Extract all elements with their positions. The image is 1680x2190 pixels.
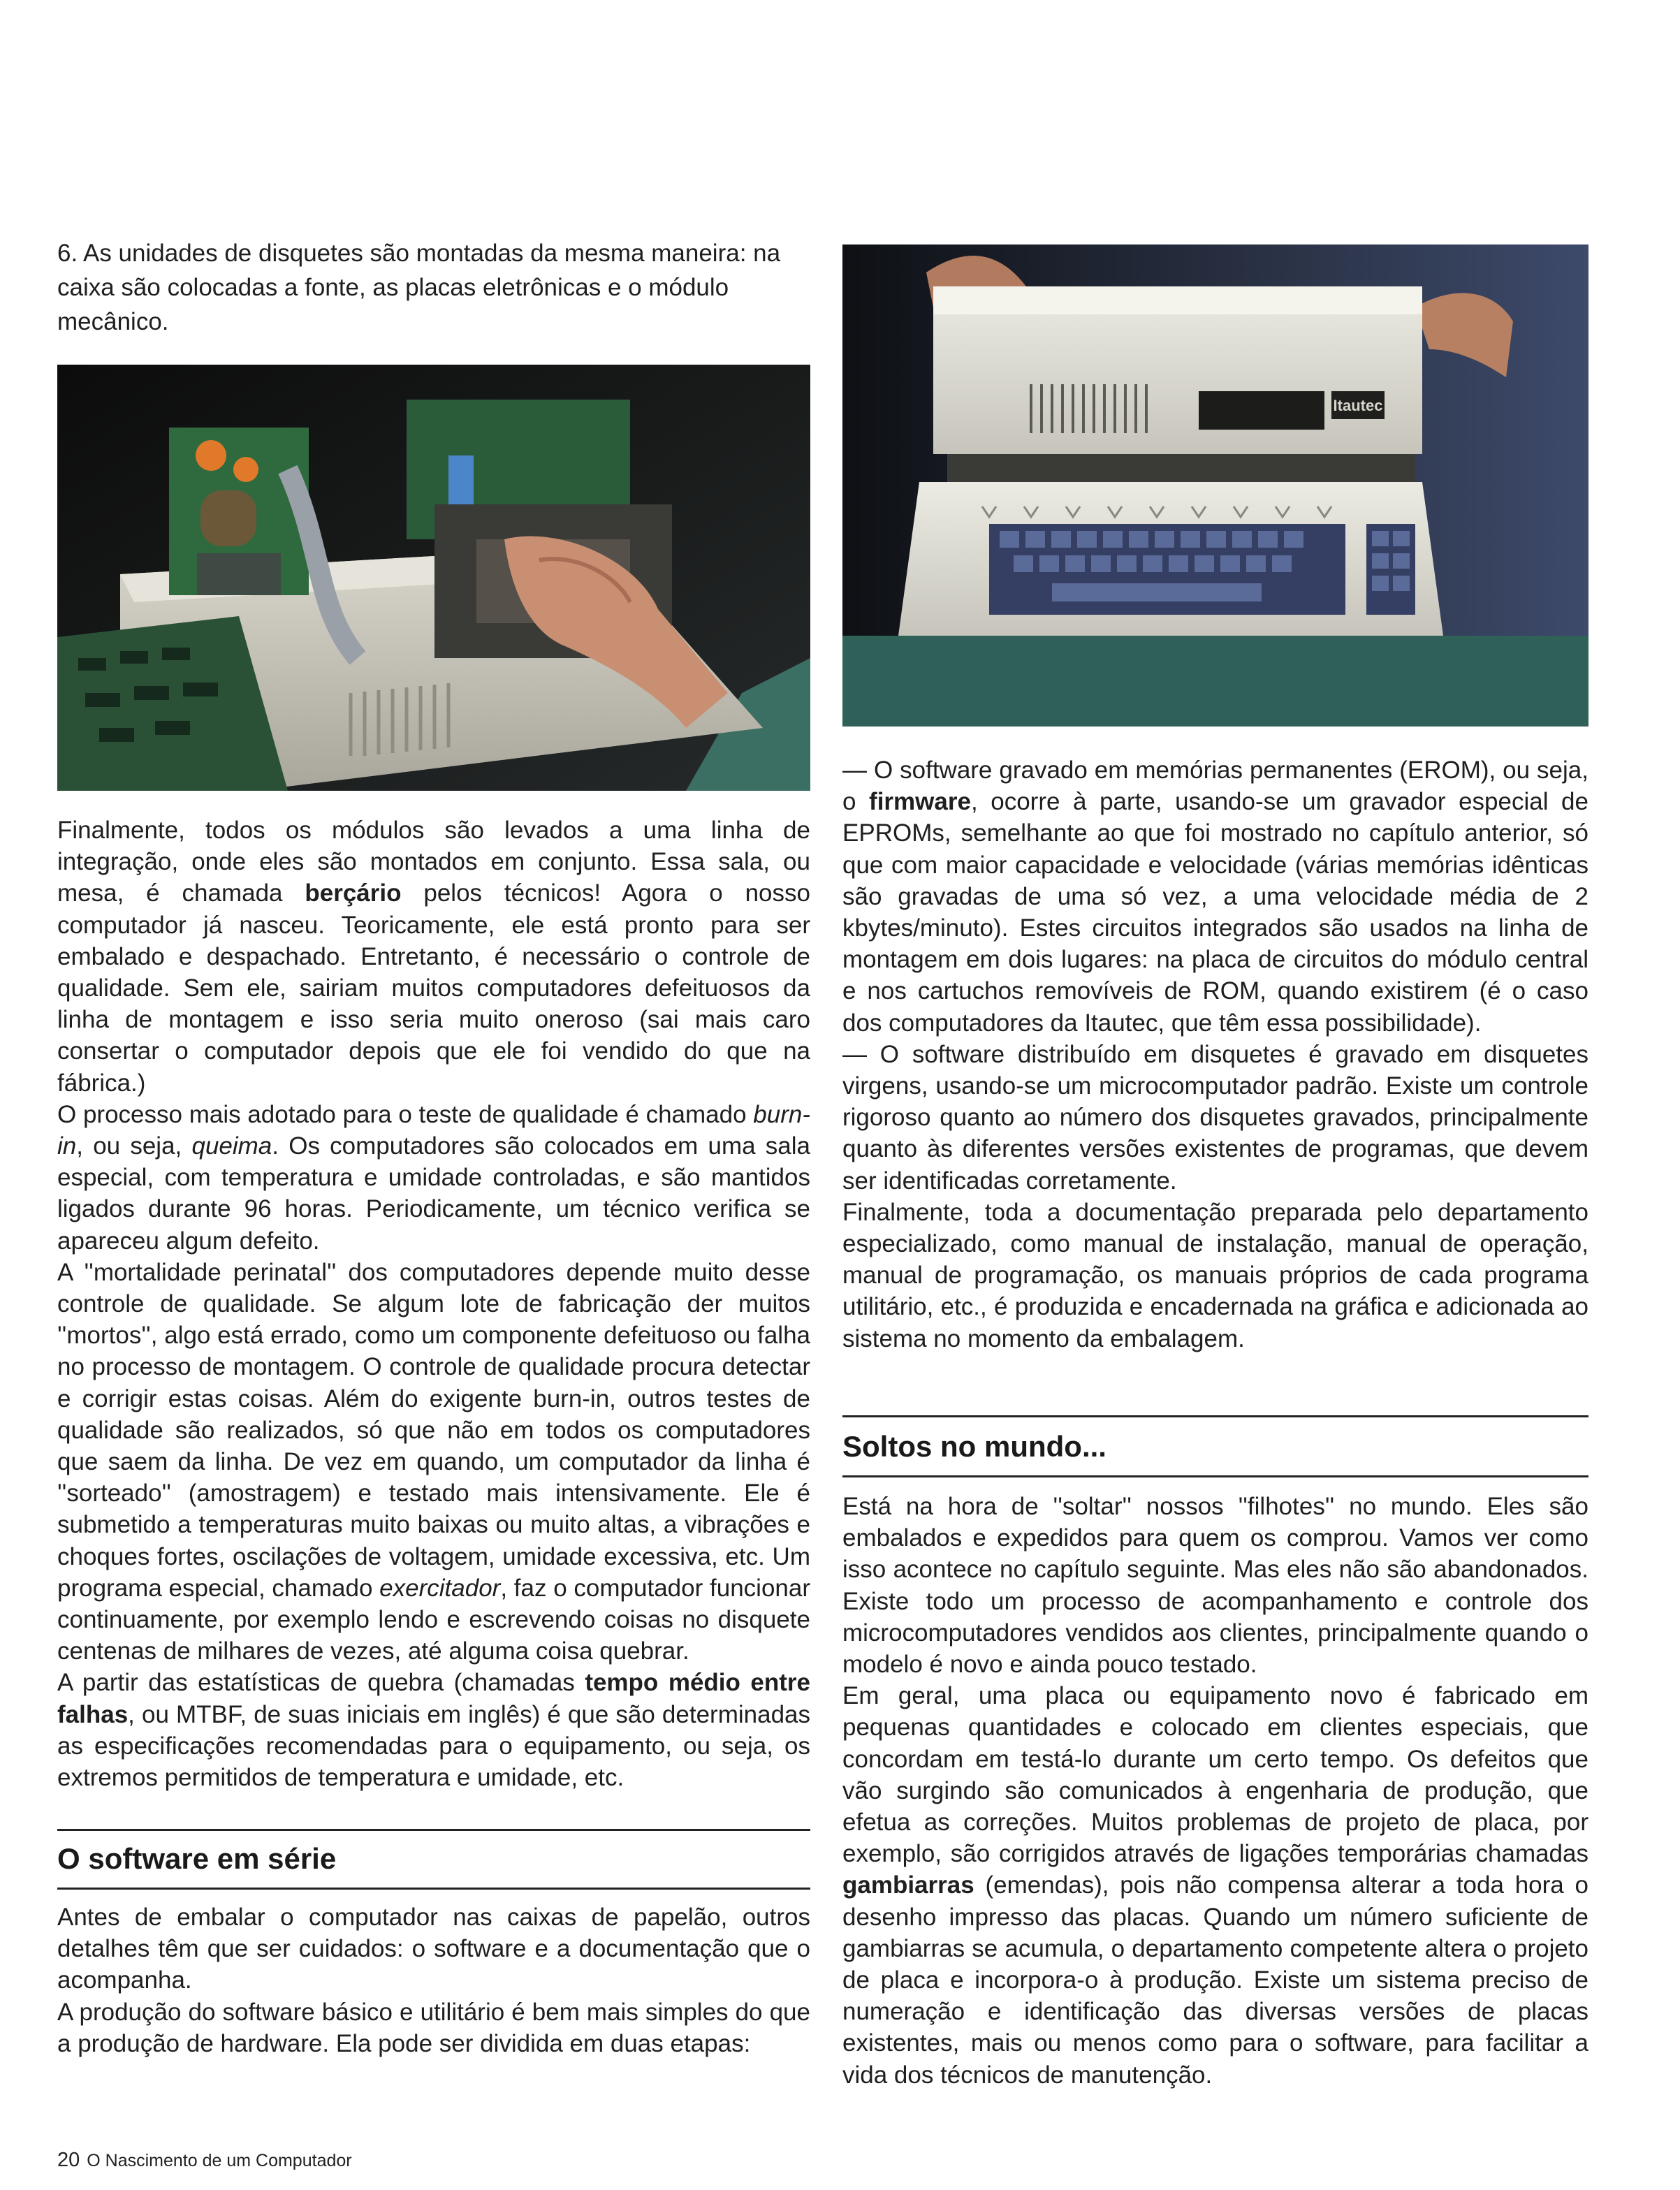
section-rule <box>57 1888 810 1890</box>
section-rule <box>842 1415 1588 1417</box>
disk-drive-assembly-photo <box>57 365 810 791</box>
section-title-soltos: Soltos no mundo... <box>842 1430 1106 1463</box>
paragraph: Finalmente, todos os módulos são levados a uma linha de integração, onde eles são montados em conjunto. Essa sala, ou mesa, é chamada berçário pelos técnicos! Agora o nosso computador já nasceu. Teoricamente, ele está pronto para ser embalado e despachado. Entretanto, é necessário o controle de qualidade. Sem ele, sairiam muitos computadores defeituosos da linha de montagem e isso seria muito oneroso (sai mais caro consertar o computador depois que ele foi vendido do que na fábrica.) <box>57 817 810 1097</box>
itautec-computer-photo <box>842 244 1588 727</box>
paragraph: Em geral, uma placa ou equipamento novo é fabricado em pequenas quantidades e colocado em clientes especiais, que concordam em testá-lo durante um certo tempo. Os defeitos que vão surgindo são comunicados à engenharia de produção, que efetua as correções. Muitos problemas de projeto de placa, por exemplo, são corrigidos através de ligações temporárias chamadas gambiarras (emendas), pois não compensa alterar a toda hora o desenho impresso das placas. Quando um número suficiente de gambiarras se acumula, o departamento competente altera o projeto de placa e incorpora-o à produção. Existe um sistema preciso de numeração e identificação das diversas versões de placas existentes, mais ou menos como para o software, para facilitar a vida dos técnicos de manutenção. <box>842 1682 1588 2089</box>
book-title: O Nascimento de um Computador <box>87 2151 352 2170</box>
paragraph: A produção do software básico e utilitário é bem mais simples do que a produção de hardware. Ela pode ser dividida em duas etapas: <box>57 1998 810 2057</box>
paragraph: A ''mortalidade perinatal'' dos computadores depende muito desse controle de qualidade. Se algum lote de fabricação der muitos ''mortos'', algo está errado, como um componente defeituoso ou falha no processo de montagem. O controle de qualidade procura detectar e corrigir estas coisas. Além do exigente burn-in, outros testes de qualidade são realizados, só que não em todos os computadores que saem da linha. De vez em quando, um computador da linha é ''sorteado'' (amostragem) e testado mais intensivamente. Ele é submetido a temperaturas muito baixas ou muito altas, a vibrações e choques fortes, oscilações de voltagem, umidade excessiva, etc. Um programa especial, chamado exercitador, faz o computador funcionar continuamente, por exemplo lendo e escrevendo coisas no disquete centenas de milhares de vezes, até alguma coisa quebrar. <box>57 1258 810 1665</box>
section-rule <box>57 1829 810 1831</box>
section-rule <box>842 1475 1588 1477</box>
figure-caption: 6. As unidades de disquetes são montadas da mesma maneira: na caixa são colocadas a fonte, as placas eletrônicas e o módulo mecânico. <box>57 240 781 335</box>
paragraph: A partir das estatísticas de quebra (chamadas tempo médio entre falhas, ou MTBF, de suas iniciais em inglês) é que são determinadas as especificações recomendadas para o equipamento, ou seja, os extremos permitidos de temperatura e umidade, etc. <box>57 1669 810 1792</box>
paragraph: Antes de embalar o computador nas caixas de papelão, outros detalhes têm que ser cuidados: o software e a documentação que o acompanha. <box>57 1904 810 1994</box>
paragraph: O processo mais adotado para o teste de qualidade é chamado burn-in, ou seja, queima. Os computadores são colocados em uma sala especial, com temperatura e umidade controladas, e são mantidos ligados durante 96 horas. Periodicamente, um técnico verifica se apareceu algum defeito. <box>57 1100 810 1255</box>
paragraph: — O software distribuído em disquetes é gravado em disquetes virgens, usando-se um microcomputador padrão. Existe um controle rigoroso quanto ao número dos disquetes gravados, principalmente quanto às diferentes versões existentes de programas, que devem ser identificadas corretamente. <box>842 1040 1588 1195</box>
page-number: 20 <box>57 2149 80 2171</box>
right-column-body <box>842 754 1588 1355</box>
paragraph: Finalmente, toda a documentação preparada pelo departamento especializado, como manual de instalação, manual de operação, manual de programação, os manuais próprios de cada programa utilitário, etc., é produzida e encadernada na gráfica e adicionada ao sistema no momento da embalagem. <box>842 1198 1588 1352</box>
left-column-body <box>57 815 810 1793</box>
left-column-body-2 <box>57 1901 810 2059</box>
right-column-body-2 <box>842 1491 1588 2091</box>
page-footer <box>57 2149 352 2172</box>
paragraph: Está na hora de ''soltar'' nossos ''filhotes'' no mundo. Eles são embalados e expedidos para quem os comprou. Vamos ver como isso acontece no capítulo seguinte. Mas eles não são abandonados. Existe todo um processo de acompanhamento e controle dos microcomputadores vendidos aos clientes, principalmente quando o modelo é novo e ainda pouco testado. <box>842 1493 1588 1679</box>
itautec-logo: Itautec <box>1333 397 1383 414</box>
section-title-software: O software em série <box>57 1842 337 1875</box>
paragraph: — O software gravado em memórias permanentes (EROM), ou seja, o firmware, ocorre à parte, usando-se um gravador especial de EPROMs, semelhante ao que foi mostrado no capítulo anterior, só que com maior capacidade e velocidade (várias memórias idênticas são gravadas de uma só vez, a uma velocidade média de 2 kbytes/minuto). Estes circuitos integrados são usados na linha de montagem em dois lugares: na placa de circuitos do módulo central e nos cartuchos removíveis de ROM, quando existirem (é o caso dos computadores da Itautec, que têm essa possibilidade). <box>842 757 1588 1037</box>
